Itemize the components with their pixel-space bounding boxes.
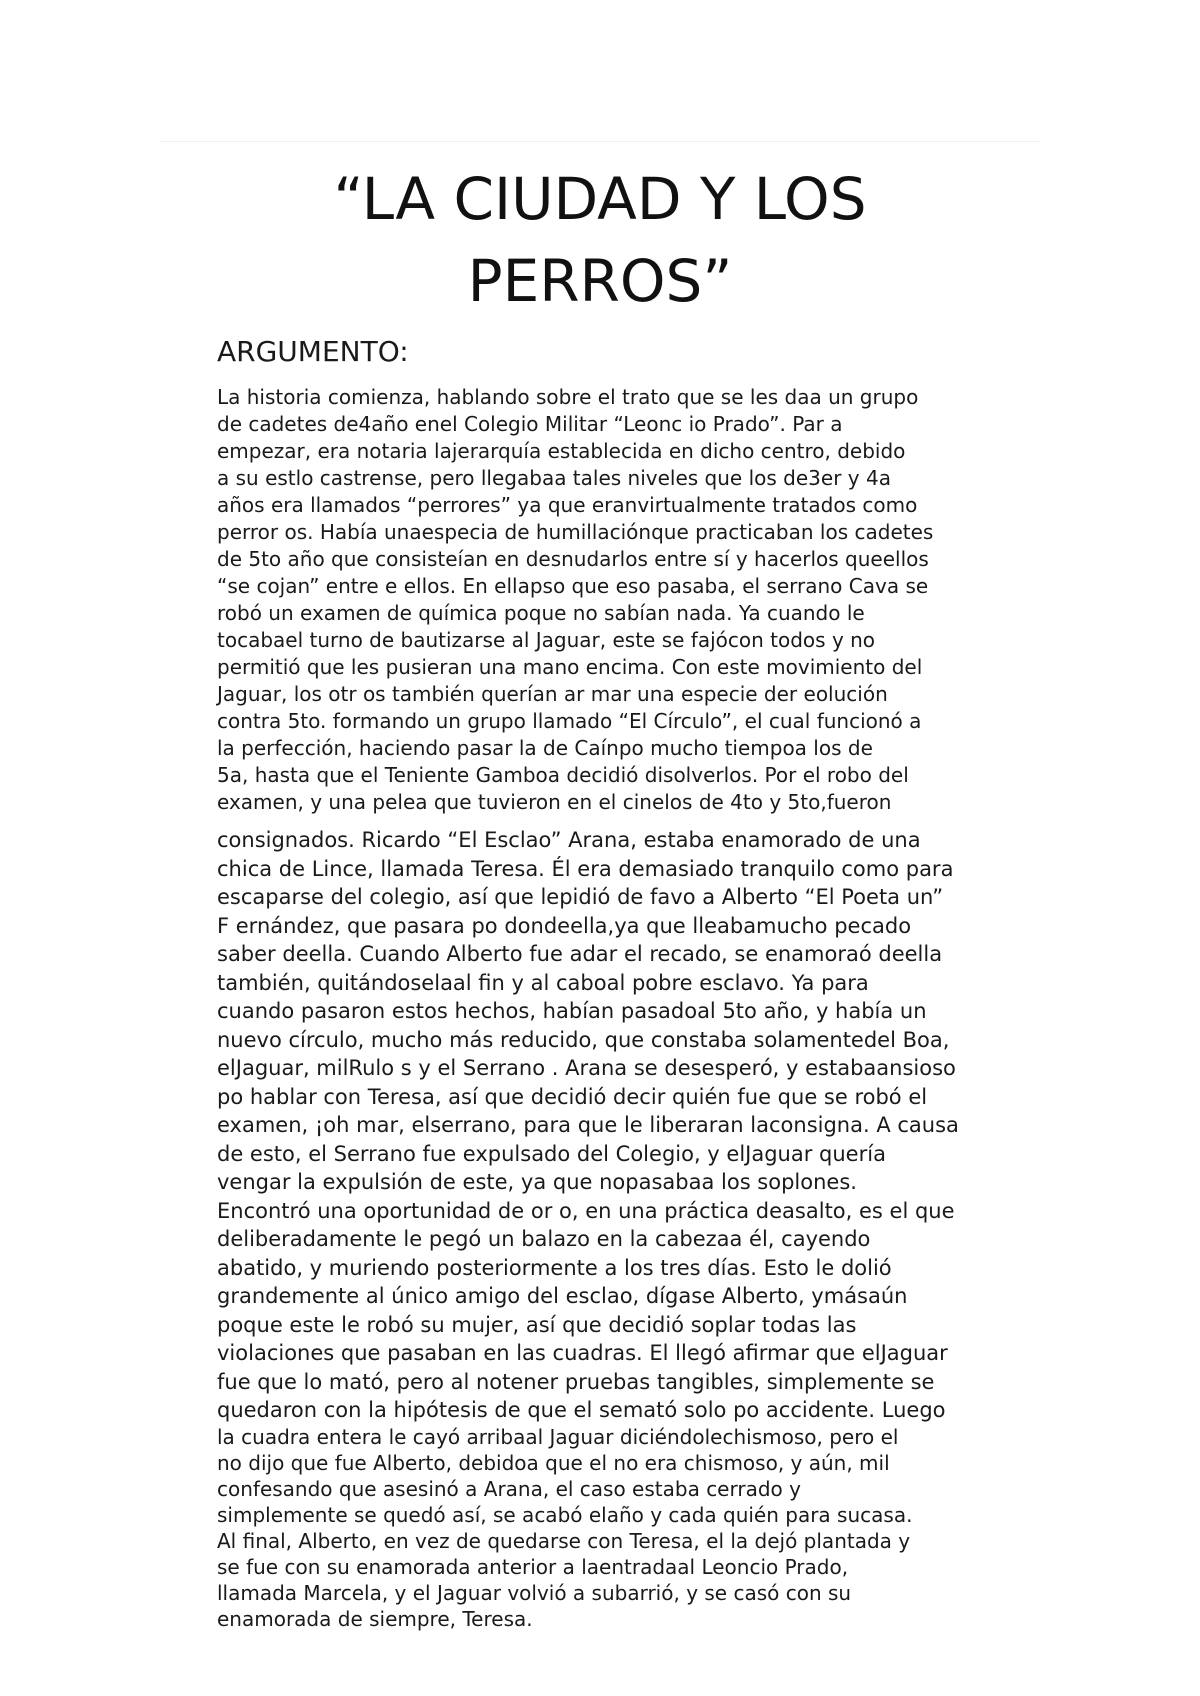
- text-line: Jaguar, los otr os también querían ar mar una especie der eolución: [217, 682, 888, 706]
- text-line: se fue con su enamorada anterior a laentradaal Leoncio Prado,: [217, 1555, 849, 1579]
- text-line: enamorada de siempre, Teresa.: [217, 1607, 533, 1631]
- paragraph-3: [217, 1424, 912, 1632]
- text-line: deliberadamente le pegó un balazo en la cabezaa él, cayendo: [217, 1227, 871, 1251]
- text-line: elJaguar, milRulo s y el Serrano . Arana se desesperó, y estabaansioso: [217, 1056, 956, 1080]
- text-line: “se cojan” entre e ellos. En ellapso que eso pasaba, el serrano Cava se: [217, 574, 929, 598]
- text-line: violaciones que pasaban en las cuadras. El llegó afirmar que elJaguar: [217, 1341, 948, 1365]
- text-line: de cadetes de4año enel Colegio Militar “Leonc io Prado”. Par a: [217, 412, 843, 436]
- text-line: escaparse del colegio, así que lepidió de favo a Alberto “El Poeta un”: [217, 885, 944, 909]
- text-line: no dijo que fue Alberto, debidoa que el no era chismoso, y aún, mil: [217, 1451, 890, 1475]
- text-line: consignados. Ricardo “El Esclao” Arana, estaba enamorado de una: [217, 828, 921, 852]
- text-line: examen, y una pelea que tuvieron en el cinelos de 4to y 5to,fueron: [217, 790, 892, 814]
- text-line: contra 5to. formando un grupo llamado “El Círculo”, el cual funcionó a: [217, 709, 922, 733]
- text-line: llamada Marcela, y el Jaguar volvió a subarrió, y se casó con su: [217, 1581, 852, 1605]
- text-line: La historia comienza, hablando sobre el trato que se les daa un grupo: [217, 385, 919, 409]
- text-line: cuando pasaron estos hechos, habían pasadoal 5to año, y había un: [217, 999, 927, 1023]
- title-line-2: PERROS”: [467, 247, 733, 315]
- text-line: vengar la expulsión de este, ya que nopasabaa los soplones.: [217, 1170, 857, 1194]
- text-line: también, quitándoselaal fin y al caboal pobre esclavo. Ya para: [217, 970, 869, 995]
- text-line: examen, ¡oh mar, elserrano, para que le liberaran laconsigna. A causa: [217, 1113, 959, 1137]
- text-line: permitió que les pusieran una mano encima. Con este movimiento del: [217, 655, 923, 679]
- text-line: la cuadra entera le cayó arribaal Jaguar diciéndolechismoso, pero el: [217, 1425, 899, 1449]
- text-line: abatido, y muriendo posteriormente a los tres días. Esto le dolió: [217, 1255, 892, 1280]
- page-top-rule: [160, 141, 1040, 142]
- text-line: nuevo círculo, mucho más reducido, que constaba solamentedel Boa,: [217, 1027, 950, 1052]
- text-line: tocabael turno de bautizarse al Jaguar, este se fajócon todos y no: [217, 628, 876, 652]
- text-line: la perfección, haciendo pasar la de Caínpo mucho tiempoa los de: [217, 736, 873, 760]
- title-line-1: “LA CIUDAD Y LOS: [333, 165, 867, 233]
- text-line: chica de Lince, llamada Teresa. Él era demasiado tranquilo como para: [217, 856, 954, 881]
- text-line: poque este le robó su mujer, así que decidió soplar todas las: [217, 1312, 857, 1337]
- text-line: saber deella. Cuando Alberto fue adar el recado, se enamoraó deella: [217, 942, 943, 966]
- text-line: po hablar con Teresa, así que decidió decir quién fue que se robó el: [217, 1084, 928, 1109]
- text-line: de 5to año que consisteían en desnudarlos entre sí y hacerlos queellos: [217, 547, 929, 571]
- text-line: confesando que asesinó a Arana, el caso estaba cerrado y: [217, 1477, 801, 1501]
- text-line: robó un examen de química poque no sabían nada. Ya cuando le: [217, 601, 865, 625]
- paragraph-2: [217, 826, 959, 1425]
- text-line: empezar, era notaria lajerarquía establecida en dicho centro, debido: [217, 439, 906, 463]
- text-line: quedaron con la hipótesis de que el semató solo po accidente. Luego: [217, 1398, 946, 1422]
- text-line: a su estlo castrense, pero llegabaa tales niveles que los de3er y 4a: [217, 466, 891, 490]
- text-line: perror os. Había unaespecia de humillaciónque practicaban los cadetes: [217, 520, 934, 544]
- text-line: 5a, hasta que el Teniente Gamboa decidió disolverlos. Por el robo del: [217, 763, 909, 787]
- text-line: Encontró una oportunidad de or o, en una práctica deasalto, es el que: [217, 1198, 955, 1223]
- section-heading: ARGUMENTO:: [217, 335, 409, 368]
- text-line: simplemente se quedó así, se acabó elaño y cada quién para sucasa.: [217, 1503, 913, 1527]
- text-line: de esto, el Serrano fue expulsado del Colegio, y elJaguar quería: [217, 1141, 886, 1166]
- document-title: [0, 158, 1200, 322]
- text-line: Al final, Alberto, en vez de quedarse con Teresa, el la dejó plantada y: [217, 1529, 911, 1553]
- text-line: F ernández, que pasara po dondeella,ya que lleabamucho pecado: [217, 913, 912, 938]
- text-line: años era llamados “perrores” ya que eranvirtualmente tratados como: [217, 493, 918, 517]
- paragraph-1: [217, 384, 933, 816]
- text-line: grandemente al único amigo del esclao, dígase Alberto, ymásaún: [217, 1284, 908, 1308]
- text-line: fue que lo mató, pero al notener pruebas tangibles, simplemente se: [217, 1369, 935, 1394]
